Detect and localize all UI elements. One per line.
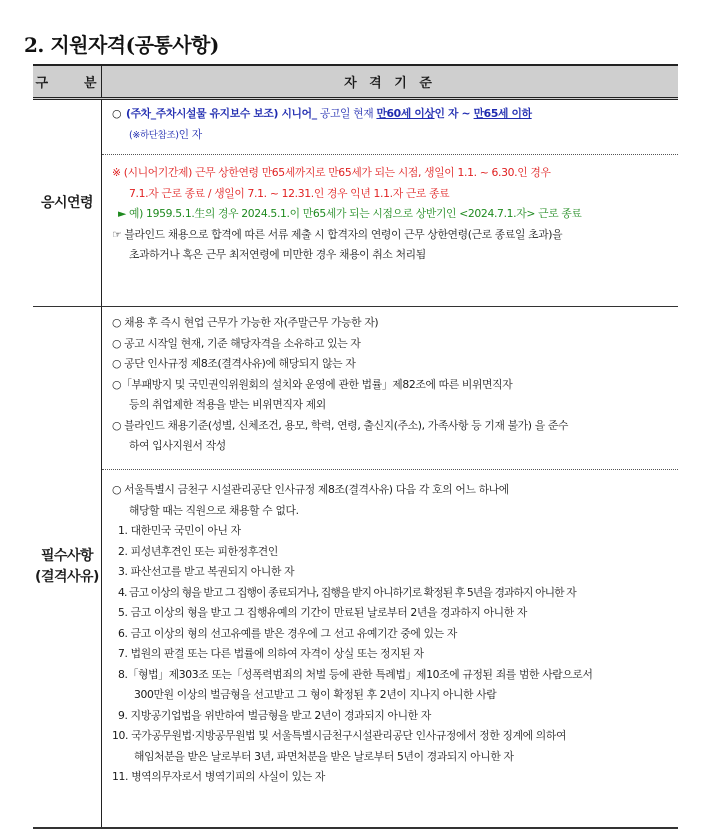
disq-item: 1. 대한민국 국민이 아닌 자 xyxy=(118,524,241,537)
disq-item: 6. 금고 이상의 형의 선고유예를 받은 경우에 그 선고 유예기간 중에 있는 자 xyxy=(118,626,457,640)
header-criteria: 자 격 기 준 xyxy=(344,76,436,91)
min-age-text: 만60세 이상 xyxy=(376,107,435,120)
green-example-line: ► 예) 1959.5.1.生의 경우 2024.5.1.이 만65세가 되는 시점으로 상반기인 <2024.7.1.자> 근로 종료 xyxy=(118,207,582,220)
header-category-a: 구 xyxy=(35,76,50,91)
disq-item-cont: 해임처분을 받은 날로부터 3년, 파면처분을 받은 날로부터 5년이 경과되지 아니한 자 xyxy=(134,749,514,763)
blind-note-line: ☞ 블라인드 채용으로 합격에 따른 서류 제출 시 합격자의 연령이 근무 상한연령(근로 종료일 초과)을 xyxy=(112,227,563,241)
senior-age-line: ○ (주차_주차시설물 유지보수 보조) 시니어_ 공고일 현재 만60세 이상인 자 ~ 만65세 이하 xyxy=(112,104,672,125)
senior-age-block: ○ (주차_주차시설물 유지보수 보조) 시니어_ 공고일 현재 만60세 이상인 자 ~ 만65세 이하 (※하단참조)인 자 xyxy=(102,100,678,155)
disq-item: 4. 금고 이상의 형을 받고 그 집행이 종료되거나, 집행을 받지 아니하기로 확정된 후 5년을 경과하지 아니한 자 xyxy=(118,585,576,599)
requirement-item: ○ 공단 인사규정 제8조(결격사유)에 해당되지 않는 자 xyxy=(112,357,356,370)
disq-intro: ○ 서울특별시 금천구 시설관리공단 인사규정 제8조(결격사유) 다음 각 호의 어느 하나에 xyxy=(112,483,509,496)
requirement-item: ○ 채용 후 즉시 현업 근무가 가능한 자(주말근무 가능한 자) xyxy=(112,316,379,329)
qualification-table xyxy=(33,64,678,829)
header-category xyxy=(33,66,102,97)
disq-item: 8.「형법」제303조 또는「성폭력범죄의 처벌 등에 관한 특례법」제10조에 규정된 죄를 범한 사람으로서 xyxy=(118,667,593,681)
section-title: 2. 지원자격(공통사항) xyxy=(24,33,219,57)
max-age-text: 만65세 이하 xyxy=(473,107,532,120)
disq-item: 11. 병역의무자로서 병역기피의 사실이 있는 자 xyxy=(112,770,325,783)
requirement-item: ○ 블라인드 채용기준(성별, 신체조건, 용모, 학력, 연령, 출신지(주소), 가족사항 등 기재 불가) 을 준수 xyxy=(112,418,569,432)
requirement-item: ○「부패방지 및 국민권익위원회의 설치와 운영에 관한 법률」제82조에 따른 비위면직자 xyxy=(112,377,513,391)
requirement-item-cont: 하여 입사지원서 작성 xyxy=(129,439,226,452)
circle-bullet-icon: ○ xyxy=(112,107,122,120)
blind-note-line: 초과하거나 혹은 근무 최저연령에 미만한 경우 채용이 취소 처리됨 xyxy=(129,248,426,261)
red-note-line: 7.1.자 근로 종료 / 생일이 7.1. ~ 12.31.인 경우 익년 1.1.자 근로 종료 xyxy=(129,186,450,200)
age-notes-block xyxy=(102,155,678,272)
general-requirements-block xyxy=(102,307,678,470)
disq-item: 7. 법원의 판결 또는 다른 법률에 의하여 자격이 상실 또는 정지된 자 xyxy=(118,647,424,660)
header-category-b: 분 xyxy=(84,76,99,91)
row-age xyxy=(33,100,678,307)
disq-item: 10. 국가공무원법·지방공무원법 및 서울특별시금천구시설관리공단 인사규정에서 정한 징계에 의하여 xyxy=(112,729,567,742)
table-header xyxy=(33,66,678,100)
disq-item: 3. 파산선고를 받고 복권되지 아니한 자 xyxy=(118,565,295,578)
disqualification-block xyxy=(102,470,678,794)
disq-item: 5. 금고 이상의 형을 받고 그 집행유예의 기간이 만료된 날로부터 2년을 경과하지 아니한 자 xyxy=(118,606,527,619)
row-required xyxy=(33,307,678,829)
red-note-line: ※ (시니어기간제) 근무 상한연령 만65세까지로 만65세가 되는 시점, 생일이 1.1. ~ 6.30.인 경우 xyxy=(112,166,551,179)
row-label-age: 응시연령 xyxy=(33,100,102,306)
requirement-item-cont: 등의 취업제한 적용을 받는 비위면직자 제외 xyxy=(129,398,326,411)
disq-item: 2. 피성년후견인 또는 피한정후견인 xyxy=(118,544,278,558)
disq-item: 9. 지방공기업법을 위반하여 벌금형을 받고 2년이 경과되지 아니한 자 xyxy=(118,708,431,722)
requirement-item: ○ 공고 시작일 현재, 기준 해당자격을 소유하고 있는 자 xyxy=(112,336,361,350)
row-label-required: 필수사항 (결격사유) xyxy=(33,307,102,827)
disq-intro-cont: 해당할 때는 직원으로 채용할 수 없다. xyxy=(129,503,299,517)
disq-item-cont: 300만원 이상의 벌금형을 선고받고 그 형이 확정된 후 2년이 지나지 아니한 사람 xyxy=(134,688,497,701)
